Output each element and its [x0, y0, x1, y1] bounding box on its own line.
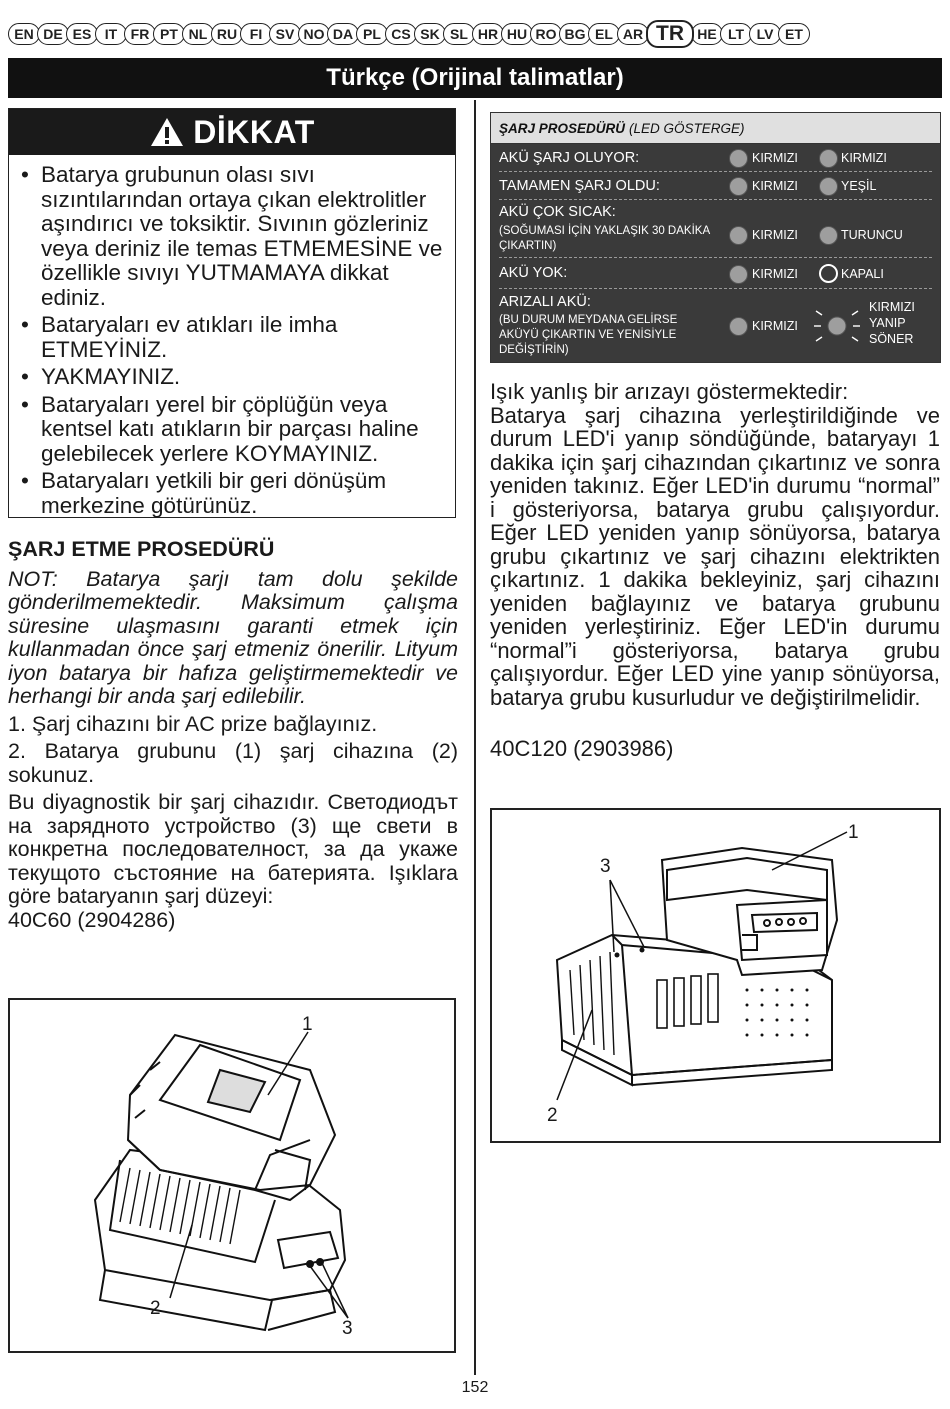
warning-box — [8, 108, 456, 518]
led-left-text: KIRMIZI — [752, 319, 798, 333]
warning-triangle-icon — [149, 116, 185, 148]
language-tab-cs[interactable]: CS — [385, 23, 417, 45]
warning-item: • Bataryaları yetkili bir geri dönüşüm merkezine götürünüz. — [19, 469, 447, 518]
led-row-sublabel: (BU DURUM MEYDANA GELİRSE AKÜYÜ ÇIKARTIN VE YENİSİYLE DEĞİŞTİRİN) — [499, 314, 678, 356]
led-row — [499, 144, 932, 172]
callout-3: 3 — [600, 856, 611, 877]
led-table-title — [491, 113, 940, 144]
led-left-dot — [729, 265, 748, 284]
page-title: Türkçe (Orijinal talimatlar) — [8, 58, 942, 98]
led-right-dot — [819, 149, 838, 168]
fault-body: Batarya şarj cihazına yerleştirildiğinde ve durum LED'i yanıp söndüğünde, bataryayı 1 dakika için şarj cihazından çıkartınız ve sonra yeniden takınız. Eğer LED'in durumu “normal” i gösteriyorsa, batarya grubu çalışıyordur. Eğer LED yeniden yanıp sönüyorsa, batarya grubu çıkartınız ve şarj cihazını elektrikten çıkartınız. 1 dakika bekleyiniz, şarj cihazını yeniden bağlayınız ve batarya grubunu yeniden yerleştiriniz. Eğer LED'in durumu “normal”i gösteriyorsa, batarya grubu çalışıyordur. Eğer LED yine yanıp sönüyorsa, batarya grubu kusurludur ve değiştirilmelidir. — [490, 402, 940, 710]
language-tab-sl[interactable]: SL — [443, 23, 475, 45]
warning-item: • Batarya grubunun olası sıvı sızıntılarından ortaya çıkan elektrolitler aşındırıcı ve toksiktir. Sıvının gözleriniz veya deriniz ile temas ETMEMESİNE ve özellikle sıvıyı YUTMAMAYA dikkat ediniz. — [19, 163, 447, 310]
language-tab-nl[interactable]: NL — [182, 23, 214, 45]
column-divider — [474, 100, 476, 1375]
led-left-dot — [729, 226, 748, 245]
led-row — [499, 172, 932, 200]
language-tab-ar[interactable]: AR — [617, 23, 649, 45]
language-tab-el[interactable]: EL — [588, 23, 620, 45]
led-right-dot — [819, 177, 838, 196]
language-tab-fr[interactable]: FR — [124, 23, 156, 45]
language-tab-lv[interactable]: LV — [749, 23, 781, 45]
fault-section — [490, 380, 940, 761]
led-table-title-bold: ŞARJ PROSEDÜRÜ — [499, 120, 626, 136]
led-row — [499, 289, 932, 361]
note-text: NOT: Batarya şarjı tam dolu şekilde gönderilmemektedir. Maksimum çalışma süresine ulaşmasını garanti etmek için kullanmadan önce şarj etmeniz önerilir. Lityum iyon batarya bir hafıza geliştirmemektedir ve herhangi bir anda şarj edilebilir. — [8, 566, 458, 708]
figure-charger-40c60 — [8, 998, 456, 1353]
language-tab-sv[interactable]: SV — [269, 23, 301, 45]
led-indicator-table — [490, 112, 941, 363]
blinking-led-icon — [812, 303, 862, 349]
language-bar — [8, 21, 942, 47]
led-left-dot — [729, 149, 748, 168]
diagnostic-text: Bu diyagnostik bir şarj cihazıdır. Светодиодът на зарядното устройство (3) ще свети в конкретна последователност, за да укаже текущото състояние на батерията. Işıklara göre bataryanın şarj düzeyi: — [8, 790, 458, 908]
callout-1: 1 — [848, 822, 859, 843]
led-left-dot — [729, 317, 748, 336]
charger-battery-illustration — [10, 1000, 454, 1351]
led-right-text: KIRMIZI YANIP SÖNER — [869, 300, 915, 346]
led-left-dot — [729, 177, 748, 196]
language-tab-da[interactable]: DA — [327, 23, 359, 45]
led-row-label: TAMAMEN ŞARJ OLDU: — [499, 178, 660, 194]
language-tab-he[interactable]: HE — [691, 23, 723, 45]
language-tab-it[interactable]: IT — [95, 23, 127, 45]
warning-list — [9, 163, 455, 518]
language-tab-no[interactable]: NO — [298, 23, 330, 45]
language-tab-ro[interactable]: RO — [530, 23, 562, 45]
warning-item: • Bataryaları yerel bir çöplüğün veya kentsel katı atıkların bir parçası haline gelebilecek yerlere KOYMAYINIZ. — [19, 393, 447, 467]
led-left-text: KIRMIZI — [752, 267, 798, 281]
language-tab-tr[interactable]: TR — [646, 20, 694, 48]
led-row-label: AKÜ ŞARJ OLUYOR: — [499, 150, 640, 166]
warning-heading — [9, 109, 455, 155]
led-left-text: KIRMIZI — [752, 179, 798, 193]
led-row-sublabel: (SOĞUMASI İÇİN YAKLAŞIK 30 DAKİKA ÇIKARTIN) — [499, 225, 710, 252]
led-table-title-rest: (LED GÖSTERGE) — [629, 120, 745, 136]
language-tab-hr[interactable]: HR — [472, 23, 504, 45]
callout-1: 1 — [302, 1014, 313, 1035]
warning-heading-text: DİKKAT — [193, 113, 315, 150]
page-number: 152 — [461, 1379, 489, 1396]
led-row — [499, 200, 932, 258]
language-tab-hu[interactable]: HU — [501, 23, 533, 45]
language-tab-de[interactable]: DE — [37, 23, 69, 45]
section-heading: ŞARJ ETME PROSEDÜRÜ — [8, 537, 275, 561]
charger-battery-illustration — [492, 810, 939, 1141]
language-tab-ru[interactable]: RU — [211, 23, 243, 45]
model-label-right: 40C120 (2903986) — [490, 736, 674, 761]
figure-charger-40c120 — [490, 808, 941, 1143]
led-row-label: AKÜ YOK: — [499, 265, 568, 281]
model-label-left: 40C60 (2904286) — [8, 907, 176, 932]
callout-3: 3 — [342, 1318, 353, 1339]
led-right-dot — [819, 226, 838, 245]
led-off-dot — [819, 264, 838, 283]
fault-intro: Işık yanlış bir arızayı göstermektedir: — [490, 379, 849, 404]
language-tab-en[interactable]: EN — [8, 23, 40, 45]
led-right-text: TURUNCU — [841, 228, 903, 242]
callout-2: 2 — [150, 1298, 161, 1319]
led-right-text: YEŞİL — [841, 179, 877, 193]
warning-item: • YAKMAYINIZ. — [19, 365, 447, 390]
step-2: 2. Batarya grubunu (1) şarj cihazına (2) sokunuz. — [8, 739, 458, 787]
step-1: 1. Şarj cihazını bir AC prize bağlayınız. — [8, 711, 378, 736]
language-tab-sk[interactable]: SK — [414, 23, 446, 45]
led-right-text: KAPALI — [841, 267, 884, 281]
warning-item: • Bataryaları ev atıkları ile imha ETMEYİNİZ. — [19, 313, 447, 362]
language-tab-pt[interactable]: PT — [153, 23, 185, 45]
language-tab-fi[interactable]: FI — [240, 23, 272, 45]
language-tab-et[interactable]: ET — [778, 23, 810, 45]
language-tab-es[interactable]: ES — [66, 23, 98, 45]
led-row — [499, 258, 932, 289]
charging-procedure — [8, 538, 458, 932]
led-right-text: KIRMIZI — [841, 151, 887, 165]
led-left-text: KIRMIZI — [752, 151, 798, 165]
led-left-text: KIRMIZI — [752, 228, 798, 242]
led-row-label: AKÜ ÇOK SICAK: — [499, 204, 616, 220]
language-tab-pl[interactable]: PL — [356, 23, 388, 45]
led-row-label: ARIZALI AKÜ: — [499, 294, 591, 310]
language-tab-bg[interactable]: BG — [559, 23, 591, 45]
callout-2: 2 — [547, 1105, 558, 1126]
language-tab-lt[interactable]: LT — [720, 23, 752, 45]
